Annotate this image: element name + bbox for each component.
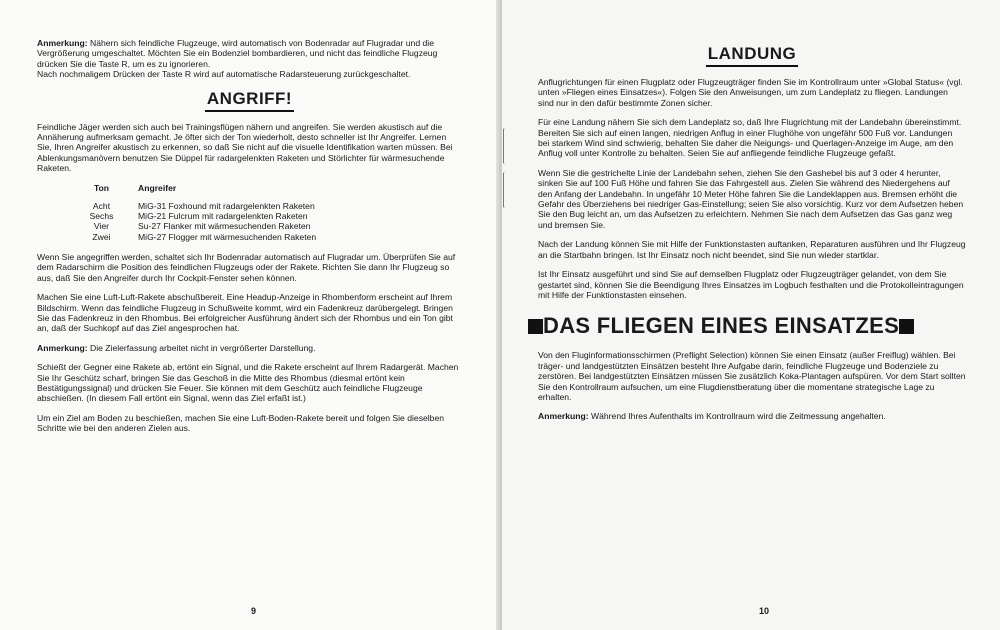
cell-angreifer: MiG-21 Fulcrum mit radargelenkten Raketen xyxy=(138,211,308,222)
cell-ton: Sechs xyxy=(89,211,114,222)
note-radar xyxy=(37,38,462,80)
note-text: Die Zielerfassung arbeitet nicht in vergrößerter Darstellung. xyxy=(90,342,316,353)
note-label: Anmerkung: xyxy=(538,411,589,422)
table-row xyxy=(65,201,316,211)
note-label: Anmerkung: xyxy=(37,342,88,353)
paragraph-attack-intro: Feindliche Jäger werden sich auch bei Trainingsflügen nähern und angreifen. Sie werden akustisch auf die Annäherung aufmerksam gemacht. Je öfter sich der Ton wiederholt, desto schneller ist Ihr Angreifer. Lernen Sie, Ihren Angreifer akustisch zu erkennen, so daß Sie nicht auf die visuelle Identifikation warten müssen. Bei Ablenkungsmanövern benutzen Sie Düppel für radargelenkten Raketen und Störlichter für wärmesuchende Raketen. xyxy=(37,121,453,174)
note-timer xyxy=(538,411,966,421)
cell-ton: Zwei xyxy=(92,231,111,242)
block-icon xyxy=(528,319,543,334)
table-row xyxy=(65,221,316,231)
cell-angreifer: MiG-27 Flogger mit wärmesuchenden Raketen xyxy=(138,231,317,242)
paragraph-ground-target: Um ein Ziel am Boden zu beschießen, machen Sie eine Luft-Boden-Rakete bereit und folgen Sie dieselben Schritte wie bei den anderen Zielen aus. xyxy=(37,412,445,434)
note-text-2: Nach nochmaligem Drücken der Taste R wird auf automatische Radarsteuerung zurückgeschaltet. xyxy=(37,69,411,80)
block-icon xyxy=(899,319,914,334)
paragraph-mission-select: Von den Fluginformationsschirmen (Preflight Selection) können Sie einen Einsatz (außer Freiflug) wählen. Bei träger- und landgestützten Einsätzen besteht Ihre Aufgabe darin, feindliche Flugzeuge und Bodenziele zu zerstören. Bei landgestützten Einsätzen müssen Sie zusätzlich Koka-Plantagen aufspüren. Vor dem Start sollten Sie den Kontrollraum aufsuchen, um eine Flugdienstberatung über die momentane strategische Lage zu erhalten. xyxy=(538,350,966,402)
note-text: Während Ihres Aufenthalts im Kontrollraum wird die Zeitmessung angehalten. xyxy=(591,411,886,422)
note-target-lock xyxy=(37,343,462,353)
paragraph-touchdown: Wenn Sie die gestrichelte Linie der Landebahn sehen, ziehen Sie den Gashebel bis auf 3 oder 4 herunter, sinken Sie auf 100 Fuß Höhe und fahren Sie das Fahrgestell aus. Zielen Sie während des Niedergehens auf den Anfang der Landebahn. In ungefähr 10 Meter Höhe fahren Sie die Landeklappen aus. Bremsen erhöht die Gefahr des Überziehens bei niedriger Gas-Einstellung; seien Sie also vorsichtig. Kurz vor dem Aufsetzen heben Sie den Bug leicht an, um das Aufsetzen zu erleichtern. Nehmen Sie nach dem Aufsetzen das Gas ganz weg und bremsen Sie. xyxy=(538,167,964,230)
cell-ton: Acht xyxy=(92,201,111,212)
paragraph-after-landing: Nach der Landung können Sie mit Hilfe der Funktionstasten auftanken, Reparaturen ausführen und Ihr Flugzeug an die Startbahn bringen. Ist Ihr Einsatz noch nicht beendet, sind Sie nun wieder startklar. xyxy=(538,239,966,260)
attacker-table xyxy=(65,183,316,242)
page-number-right: 10 xyxy=(759,606,770,616)
cell-angreifer: MiG-31 Foxhound mit radargelenkten Raketen xyxy=(138,201,315,212)
heading-angriff: ANGRIFF! xyxy=(37,89,462,112)
heading-landung: LANDUNG xyxy=(538,44,966,67)
table-row xyxy=(65,232,316,242)
paragraph-mission-complete: Ist Ihr Einsatz ausgeführt und sind Sie auf demselben Flugplatz oder Flugzeugträger gelandet, von dem Sie gestartet sind, können Sie die Beendigung Ihres Einsatzes im Logbuch festhalten und die Protokolleintragungen mit Hilfe der Funktionstasten einsehen. xyxy=(538,269,964,300)
note-label: Anmerkung: xyxy=(37,38,88,48)
note-text: Nähern sich feindliche Flugzeuge, wird automatisch von Bodenradar auf Flugradar und die Vergrößerung umgeschaltet. Möchten Sie ein Bodenziel bombardieren, und nicht das feindliche Flugzeug drücken Sie die Taste R, um es zu ignorieren. xyxy=(37,38,438,69)
paragraph-landing-approach: Für eine Landung nähern Sie sich dem Landeplatz so, daß Ihre Flugrichtung mit der Landebahn übereinstimmt. Bereiten Sie sich auf einen langen, niedrigen Anflug in einer Flughöhe von ungefähr 500 Fuß vor. Landungen bei starkem Wind sind schwierig, behalten Sie daher die Neigungs- und Querlagen-Anzeige im Auge, am den Anflug voll unter Kontrolle zu behalten. Seien Sie auf anfliegende feindliche Flugzeuge gefaßt. xyxy=(538,117,962,159)
header-ton: Ton xyxy=(93,182,110,193)
cell-ton: Vier xyxy=(93,221,110,232)
left-page xyxy=(0,0,498,630)
left-column xyxy=(37,38,462,443)
paragraph-air-missile: Machen Sie eine Luft-Luft-Rakete abschußbereit. Eine Headup-Anzeige in Rhombenform erscheint auf Ihrem Bildschirm. Wenn das feindliche Flugzeug in Schußweite kommt, wird ein Fadenkreuz darübergelegt. Bringen Sie das Fadenkreuz in den Rhombus. Bei erfolgreicher Ausführung ändert sich der Rhombus und ein Ton gibt an, daß der Suchkopf auf das Ziel angesprochen hat. xyxy=(37,292,453,334)
paragraph-radar-switch: Wenn Sie angegriffen werden, schaltet sich Ihr Bodenradar automatisch auf Flugradar um. Überprüfen Sie auf dem Radarschirm die Position des feindlichen Flugzeugs oder der Rakete. Richten Sie dann Ihr Flugzeug so aus, daß Sie den Angreifer durch Ihr Cockpit-Fenster sehen können. xyxy=(37,251,456,283)
cell-angreifer: Su-27 Flanker mit wärmesuchenden Raketen xyxy=(138,221,311,232)
header-angreifer: Angreifer xyxy=(138,182,177,193)
table-row xyxy=(65,211,316,221)
page-number-left: 9 xyxy=(251,606,257,616)
binding-mark xyxy=(503,172,507,208)
paragraph-enemy-missile: Schießt der Gegner eine Rakete ab, ertönt ein Signal, und die Rakete erscheint auf Ihrem Radargerät. Machen Sie Ihr Geschütz scharf, bringen Sie das Geschoß in die Mitte des Rhombus (diesmal ertönt kein Bestätigungssignal) und drücken Sie Feuer. Sie können mit dem Geschütz auch feindliche Flugzeuge abschießen. (In diesem Fall ertönt ein Signal, wenn das Ziel erfaßt ist.) xyxy=(37,362,459,404)
binding-mark xyxy=(503,128,507,164)
table-header xyxy=(65,183,316,201)
right-column xyxy=(538,38,966,431)
heading-einsatz: DAS FLIEGEN EINES EINSATZES xyxy=(528,314,966,338)
paragraph-approach: Anflugrichtungen für einen Flugplatz oder Flugzeugträger finden Sie im Kontrollraum unter »Global Status« (vgl. unten »Fliegen eines Einsatzes«). Folgen Sie den Anweisungen, um zum Landeplatz zu fliegen. Landungen sind nur in den dafür bestimmte Zonen sicher. xyxy=(538,77,963,108)
right-page xyxy=(502,0,1000,630)
